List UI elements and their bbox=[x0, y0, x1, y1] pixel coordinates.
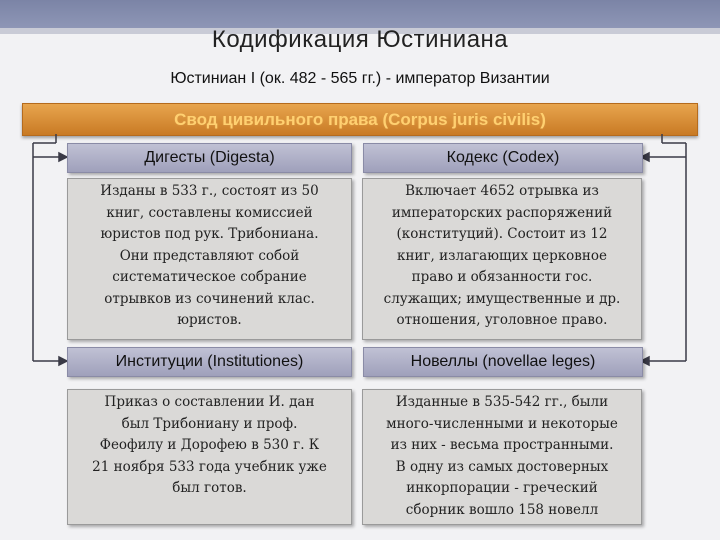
digesta-line: юристов. bbox=[177, 312, 242, 328]
codex-line: книг, излагающих церковное bbox=[397, 247, 607, 264]
digesta-body bbox=[67, 178, 352, 340]
digesta-line: отрывков из сочинений клас. bbox=[104, 290, 315, 307]
codex-line: отношения, уголовное право. bbox=[396, 312, 608, 328]
digesta-line: Изданы в 533 г., состоят из 50 bbox=[100, 183, 319, 199]
page-subtitle: Юстиниан I (ок. 482 - 565 гг.) - император Византии bbox=[170, 70, 550, 87]
digesta-line: юристов под рук. Трибониана. bbox=[100, 226, 319, 242]
digesta-line: систематическое собрание bbox=[112, 269, 307, 285]
novellae-line: Изданные в 535-542 гг., были bbox=[395, 394, 609, 410]
arrow-to-institutiones bbox=[59, 357, 67, 365]
corpus-banner: Свод цивильного права (Corpus juris civilis) bbox=[22, 103, 698, 136]
digesta-line: книг, составлены комиссией bbox=[106, 204, 313, 221]
codex-line: (конституций). Состоит из 12 bbox=[396, 226, 608, 242]
digesta-header: Дигесты (Digesta) bbox=[67, 143, 352, 173]
novellae-line: много-численными и некоторые bbox=[386, 415, 618, 432]
page-title: Кодификация Юстиниана bbox=[211, 26, 509, 53]
institutiones-line: был Трибониану и проф. bbox=[121, 415, 298, 432]
institutiones-line: был готов. bbox=[172, 480, 247, 496]
codex-line: право и обязанности гос. bbox=[411, 269, 593, 285]
institutiones-header: Институции (Institutiones) bbox=[67, 347, 352, 377]
codex-body bbox=[362, 178, 642, 340]
novellae-line: инкорпорации - греческий bbox=[406, 480, 598, 496]
codex-header: Кодекс (Codex) bbox=[363, 143, 643, 173]
codex-line: Включает 4652 отрывка из bbox=[405, 183, 599, 199]
novellae-line: В одну из самых достоверных bbox=[395, 458, 609, 475]
digesta-line: Они представляют собой bbox=[119, 247, 300, 264]
arrow-to-digesta bbox=[59, 153, 67, 161]
institutiones-body bbox=[67, 389, 352, 525]
codex-line: императорских распоряжений bbox=[391, 204, 613, 221]
novellae-header: Новеллы (novellae leges) bbox=[363, 347, 643, 377]
novellae-body bbox=[362, 389, 642, 525]
novellae-line: сборник вошло 158 новелл bbox=[405, 501, 599, 518]
institutiones-line: 21 ноября 533 года учебник уже bbox=[92, 458, 327, 475]
institutiones-line: Феофилу и Дорофею в 530 г. К bbox=[99, 437, 320, 453]
codex-line: служащих; имущественные и др. bbox=[383, 290, 621, 307]
novellae-line: из них - весьма пространными. bbox=[390, 437, 614, 453]
institutiones-line: Приказ о составлении И. дан bbox=[104, 394, 315, 410]
